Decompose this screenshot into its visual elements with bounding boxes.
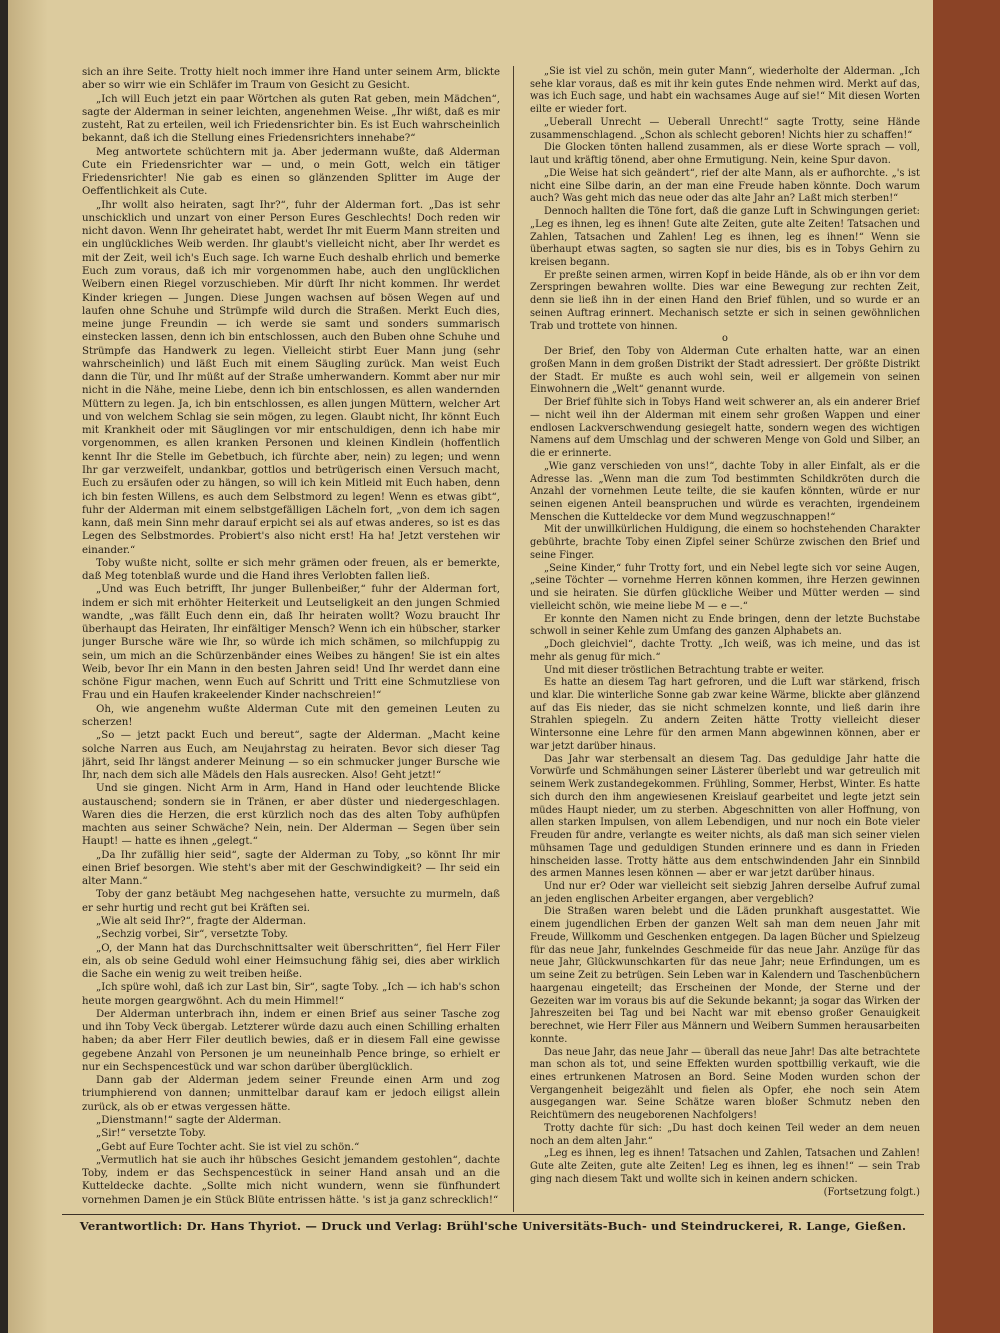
book-binding <box>933 0 1000 1333</box>
paragraph: „So — jetzt packt Euch und bereut“, sagte der Alderman. „Macht keine solche Narren aus Euch, am Neujahrstag zu heiraten. Bevor sich dieser Tag jährt, seid Ihr längst anderer Meinung — so ein schmucker junger Bursche wie Ihr, nach dem sich alle Mädels den Hals ausrecken. Also! Geht jetzt!“ <box>82 730 500 782</box>
paragraph: Die Glocken tönten hallend zusammen, als er diese Worte sprach — voll, laut und kräftig tönend, aber ohne Ermutigung. Nein, keine Spur davon. <box>530 142 920 167</box>
paragraph: Toby der ganz betäubt Meg nachgesehen hatte, versuchte zu murmeln, daß er sehr hurtig und recht gut bei Kräften sei. <box>82 889 500 914</box>
left-text-column <box>82 66 500 1206</box>
paragraph: Der Alderman unterbrach ihn, indem er einen Brief aus seiner Tasche zog und ihn Toby Veck übergab. Letzterer würde dazu auch einen Schilling erhalten haben; da aber Herr Filer deutlich bewies, daß er in diesem Fall eine gewisse gegebene Anzahl von Personen je um neuneinhalb Pence bringe, so erhielt er nur ein Sechspencestück und war schon darüber überglücklich. <box>82 1008 500 1073</box>
paragraph: Dann gab der Alderman jedem seiner Freunde einen Arm und zog triumphierend von dannen; unmittelbar darauf kam er jedoch eiligst allein zurück, als ob er etwas vergessen hätte. <box>82 1075 500 1113</box>
paragraph: Trotty dachte für sich: „Du hast doch keinen Teil weder an dem neuen noch an dem alten Jahr.“ <box>530 1122 920 1147</box>
paragraph: Es hatte an diesem Tag hart gefroren, und die Luft war stärkend, frisch und klar. Die winterliche Sonne gab zwar keine Wärme, blickte aber glänzend auf das Eis nieder, das sie nicht schmelzen konnte, und ließ darin ihre Strahlen spiegeln. Zu andern Zeiten hätte Trotty vielleicht dieser Wintersonne eine Lehre für den armen Mann abgewinnen können, aber er war jetzt darüber hinaus. <box>530 677 920 752</box>
footer-rule <box>62 1214 924 1215</box>
paragraph: Das neue Jahr, das neue Jahr — überall das neue Jahr! Das alte betrachtete man schon als tot, und seine Effekten wurden spottbillig verkauft, wie die eines ertrunkenen Matrosen an Bord. Seine Moden wurden schon der Vergangenheit beigezählt und fielen als Opfer, ehe noch sein Atem ausgegangen war. Seine Schätze waren bloßer Schmutz neben den Reichtümern des neugeborenen Nachfolgers! <box>530 1046 920 1122</box>
paragraph: Der Brief fühlte sich in Tobys Hand weit schwerer an, als ein anderer Brief — nicht weil ihn der Alderman mit einem sehr großen Wappen und einer endlosen Lackverschwendung gesiegelt hatte, sondern wegen des wichtigen Namens auf dem Umschlag und der schweren Menge von Gold und Silber, an die er erinnerte. <box>530 397 920 460</box>
paragraph: sich an ihre Seite. Trotty hielt noch immer ihre Hand unter seinem Arm, blickte aber so wirr wie ein Schläfer im Traum von Gesicht zu Gesicht. <box>82 67 500 92</box>
paragraph: Meg antwortete schüchtern mit ja. Aber jedermann wußte, daß Alderman Cute ein Friedensrichter war — und, o mein Gott, welch ein tätiger Friedensrichter! Nie gab es einen so glänzenden Splitter im Auge der Oeffentlichkeit als Cute. <box>82 146 500 198</box>
paragraph: Das Jahr war sterbensalt an diesem Tag. Das geduldige Jahr hatte die Vorwürfe und Schmähungen seiner Lästerer überlebt und war getreulich mit seinem Werk zustandegekommen. Frühling, Sommer, Herbst, Winter. Es hatte sich durch den ihm angewiesenen Kreislauf gearbeitet und legte jetzt sein müdes Haupt nieder, um zu sterben. Abgeschnitten von aller Hoffnung, von allen starken Impulsen, von allem Lebendigen, und nur noch ein Bote vieler Freuden für andre, verlangte es weiter nichts, als daß man sich seiner vielen mühsamen Tage und geduldigen Stunden erinnere und es dann in Frieden hinscheiden lasse. Trotty hätte aus dem entschwindenden Jahr ein Sinnbild des armen Mannes lesen können — aber er war jetzt darüber hinaus. <box>530 753 920 880</box>
paragraph: „Ich will Euch jetzt ein paar Wörtchen als guten Rat geben, mein Mädchen“, sagte der Alderman in seiner leichten, angenehmen Weise. „Ihr wißt, daß es mir zusteht, Rat zu erteilen, weil ich Friedensrichter bin. Es ist Euch wahrscheinlich bekannt, daß ich die Stellung eines Friedensrichters innehabe?“ <box>82 93 500 145</box>
paragraph: Und nur er? Oder war vielleicht seit siebzig Jahren derselbe Aufruf zumal an jeden englischen Arbeiter ergangen, aber vergeblich? <box>530 881 920 905</box>
paragraph: Und sie gingen. Nicht Arm in Arm, Hand in Hand oder leuchtende Blicke austauschend; sondern sie in Tränen, er aber düster und niedergeschlagen. Waren dies die Herzen, die erst kürzlich noch das des alten Toby aufhüpfen machten aus seiner Schwäche? Nein, nein. Der Alderman — Segen über sein Haupt! — hatte es ihnen „gelegt.“ <box>82 783 500 848</box>
paragraph: „Dienstmann!“ sagte der Alderman. <box>96 1114 282 1126</box>
paragraph: „Ueberall Unrecht — Ueberall Unrecht!“ sagte Trotty, seine Hände zusammenschlagend. „Schon als schlecht geboren! Nichts hier zu schaffen!“ <box>530 116 920 141</box>
paragraph: „Leg es ihnen, leg es ihnen! Tatsachen und Zahlen, Tatsachen und Zahlen! Gute alte Zeiten, gute alte Zeiten! Leg es ihnen, leg es ihnen!“ — sein Trab ging nach diesem Takt und wollte sich in keinen andern schicken. <box>530 1148 920 1185</box>
paragraph: „Ich spüre wohl, daß ich zur Last bin, Sir“, sagte Toby. „Ich — ich hab's schon heute morgen geargwöhnt. Ach du mein Himmel!“ <box>82 982 500 1007</box>
paragraph: Und mit dieser tröstlichen Betrachtung trabte er weiter. <box>544 664 825 676</box>
column-divider <box>513 66 514 1212</box>
paragraph: „Ihr wollt also heiraten, sagt Ihr?“, fuhr der Alderman fort. „Das ist sehr unschicklich und unzart von einer Person Eures Geschlechts! Doch reden wir nicht davon. Wenn Ihr geheiratet habt, werdet Ihr mit Euerm Mann streiten und ein unglückliches Weib werden. Ihr glaubt's vielleicht nicht, aber Ihr werdet es mit der Zeit, weil ich's Euch sage. Ich warne Euch deshalb ehrlich und bemerke Euch zum voraus, daß ich mir vorgenommen habe, auch den unglücklichen Weibern einen Riegel vorzuschieben. Mir dürft Ihr nicht kommen. Ihr werdet Kinder kriegen — Jungen. Diese Jungen wachsen auf bösen Wegen auf und laufen ohne Schuhe und Strümpfe wild durch die Straßen. Merkt Euch dies, meine junge Freundin — ich werde sie samt und sonders summarisch einstecken lassen, denn ich bin entschlossen, auch den Buben ohne Schuhe und Strümpfe das Handwerk zu legen. Vielleicht stirbt Euer Mann jung (sehr wahrscheinlich) und läßt Euch mit einem Säugling zurück. Man weist Euch dann die Tür, und Ihr müßt auf der Straße umherwandern. Kommt aber nur mir nicht in die Nähe, meine Liebe, denn ich bin entschlossen, es allen wandernden Müttern zu legen. Ja, ich bin entschlossen, es allen jungen Müttern, welcher Art und von welchem Schlag sie sein mögen, zu legen. Glaubt nicht, Ihr könnt Euch mit Krankheit oder mit Säuglingen vor mir entschuldigen, denn ich habe mir vorgenommen, es allen kranken Personen und kleinen Kindlein (hoffentlich kennt Ihr die Stelle im Gebetbuch, ich fürchte aber, nein) zu legen; und wenn Ihr gar verzweifelt, undankbar, gottlos und betrügerisch einen Versuch macht, Euch zu ersäufen oder zu hängen, so will ich kein Mitleid mit Euch haben, denn ich bin festen Willens, es auch dem Selbstmord zu legen! Wenn es etwas gibt“, fuhr der Alderman mit einem selbstgefälligen Lächeln fort, „von dem ich sagen kann, daß mein Sinn mehr darauf erpicht sei als auf etwas anderes, so ist es das Legen des Selbstmordes. Probiert's also nicht erst! Ha ha! Jetzt verstehen wir einander.“ <box>82 199 500 556</box>
paragraph: Er preßte seinen armen, wirren Kopf in beide Hände, als ob er ihn vor dem Zerspringen bewahren wollte. Dies war eine Bewegung zur rechten Zeit, denn sie ließ ihn in der einen Hand den Brief fühlen, und so wurde er an seinen Auftrag erinnert. Mechanisch setzte er sich in seinen gewöhnlichen Trab und trottete von hinnen. <box>530 269 920 332</box>
paragraph: Die Straßen waren belebt und die Läden prunkhaft ausgestattet. Wie einem jugendlichen Erben der ganzen Welt sah man dem neuen Jahr mit Freude, Willkomm und Geschenken entgegen. Da lagen Bücher und Spielzeug für das neue Jahr, funkelndes Geschmeide für das neue Jahr. Anzüge für das neue Jahr, Glückwunschkarten für das neue Jahr; neue Erfindungen, um es um seine Zeit zu betrügen. Sein Leben war in Kalendern und Taschenbüchern haargenau eingeteilt; das Erscheinen der Monde, der Sterne und der Gezeiten war im voraus bis auf die Sekunde bekannt; ja sogar das Wirken der Jahreszeiten bei Tag und bei Nacht war mit ebenso großer Genauigkeit berechnet, wie Herr Filer aus Männern und Weibern Summen herausarbeiten konnte. <box>530 906 920 1045</box>
paragraph: „Sie ist viel zu schön, mein guter Mann“, wiederholte der Alderman. „Ich sehe klar voraus, daß es mit ihr kein gutes Ende nehmen wird. Merkt auf das, was ich Euch sage, und habt ein wachsames Auge auf sie!“ Mit diesen Worten eilte er wieder fort. <box>530 66 920 116</box>
paragraph: Oh, wie angenehm wußte Alderman Cute mit den gemeinen Leuten zu scherzen! <box>82 703 500 729</box>
right-text-column <box>530 66 920 1206</box>
paragraph: „Doch gleichviel“, dachte Trotty. „Ich weiß, was ich meine, und das ist mehr als genug für mich.“ <box>530 639 920 663</box>
paragraph: „Gebt auf Eure Tochter acht. Sie ist viel zu schön.“ <box>96 1141 360 1153</box>
paragraph: „O, der Mann hat das Durchschnittsalter weit überschritten“, fiel Herr Filer ein, als ob seine Geduld wohl einer Heimsuchung fähig sei, dies aber wirklich die Sache ein wenig zu weit treiben heiße. <box>82 942 500 981</box>
paragraph: „Wie alt seid Ihr?“, fragte der Alderman. <box>96 916 307 927</box>
paragraph: „Da Ihr zufällig hier seid“, sagte der Alderman zu Toby, „so könnt Ihr mir einen Brief besorgen. Wie steht's aber mit der Geschwindigkeit? — Ihr seid ein alter Mann.“ <box>82 849 500 888</box>
section-mark: o <box>722 333 728 345</box>
paragraph: „Und was Euch betrifft, Ihr junger Bullenbeißer,“ fuhr der Alderman fort, indem er sich mit erhöhter Heiterkeit und Leutseligkeit an den jungen Schmied wandte, „was fällt Euch denn ein, daß Ihr heiraten wollt? Wozu braucht Ihr überhaupt das Heiraten, Ihr einfältiger Mensch? Wenn ich ein hübscher, starker junger Bursche wäre wie Ihr, so würde ich mich schämen, so milchfuppig zu sein, um mich an die Schürzenbänder eines Weibes zu hängen! Sie ist ein altes Weib, bevor Ihr ein Mann in den besten Jahren seid! Und Ihr werdet dann eine schöne Figur machen, wenn Euch auf Schritt und Tritt eine Schmutzliese von Frau und ein Haufen krakeelender Kinder nachschreien!“ <box>82 584 500 702</box>
paragraph: „Die Weise hat sich geändert“, rief der alte Mann, als er aufhorchte. „'s ist nicht eine Silbe darin, an der man eine Freude haben könnte. Doch warum auch? Was geht mich das neue oder das alte Jahr an? Laßt mich sterben!“ <box>530 167 920 205</box>
paragraph: „Sechzig vorbei, Sir“, versetzte Toby. <box>96 929 288 941</box>
paragraph: Mit der unwillkürlichen Huldigung, die einem so hochstehenden Charakter gebührte, brachte Toby einen Zipfel seiner Schürze zwischen den Brief und seine Finger. <box>530 524 920 561</box>
paragraph: Der Brief, den Toby von Alderman Cute erhalten hatte, war an einen großen Mann in dem großen Distrikt der Stadt adressiert. Der größte Distrikt der Stadt. Er mußte es auch wohl sein, weil er allgemein von seinen Einwohnern die „Welt“ genannt wurde. <box>530 346 920 396</box>
paragraph: „Sir!“ versetzte Toby. <box>96 1128 206 1140</box>
continuation-note: (Fortsetzung folgt.) <box>823 1186 920 1198</box>
imprint-footer: Verantwortlich: Dr. Hans Thyriot. — Druck und Verlag: Brühl'sche Universitäts-Buch- und Steindruckerei, R. Lange, Gießen. <box>79 1219 907 1233</box>
paragraph: Toby wußte nicht, sollte er sich mehr grämen oder freuen, als er bemerkte, daß Meg totenblaß wurde und die Hand ihres Verlobten fallen ließ. <box>82 557 500 583</box>
paragraph: „Vermutlich hat sie auch ihr hübsches Gesicht jemandem gestohlen“, dachte Toby, indem er das Sechspencestück in seiner Hand ansah und an die Kutteldecke dachte. „Sollte mich nicht wundern, wenn sie fünfhundert vornehmen Damen je ein Stück Blüte entrissen hätte. 's ist ja ganz schrecklich!“ <box>82 1154 500 1206</box>
paragraph: Er konnte den Namen nicht zu Ende bringen, denn der letzte Buchstabe schwoll in seiner Kehle zum Umfang des ganzen Alphabets an. <box>530 613 920 638</box>
paragraph: „Seine Kinder,“ fuhr Trotty fort, und ein Nebel legte sich vor seine Augen, „seine Töchter — vornehme Herren können kommen, ihre Herzen gewinnen und sie heiraten. Sie dürfen glückliche Weiber und Mütter werden — sind vielleicht schön, wie meine liebe M — e —.“ <box>530 562 920 612</box>
paragraph: „Wie ganz verschieden von uns!“, dachte Toby in aller Einfalt, als er die Adresse las. „Wenn man die zum Tod bestimmten Schildkröten durch die Anzahl der vornehmen Leute teilte, die sie kaufen könnten, würde er nur seinen eigenen Anteil beanspruchen und würde es verachten, irgendeinem Menschen die Kutteldecke vor dem Mund wegzuschnappen!“ <box>530 460 920 523</box>
paragraph: Dennoch hallten die Töne fort, daß die ganze Luft in Schwingungen geriet: „Leg es ihnen, leg es ihnen! Gute alte Zeiten, gute alte Zeiten! Tatsachen und Zahlen, Tatsachen und Zahlen! Leg es ihnen, leg es ihnen!“ Wenn sie überhaupt etwas sagten, so sagten sie nur dies, bis es in Tobys Gehirn zu kreisen begann. <box>530 206 920 269</box>
